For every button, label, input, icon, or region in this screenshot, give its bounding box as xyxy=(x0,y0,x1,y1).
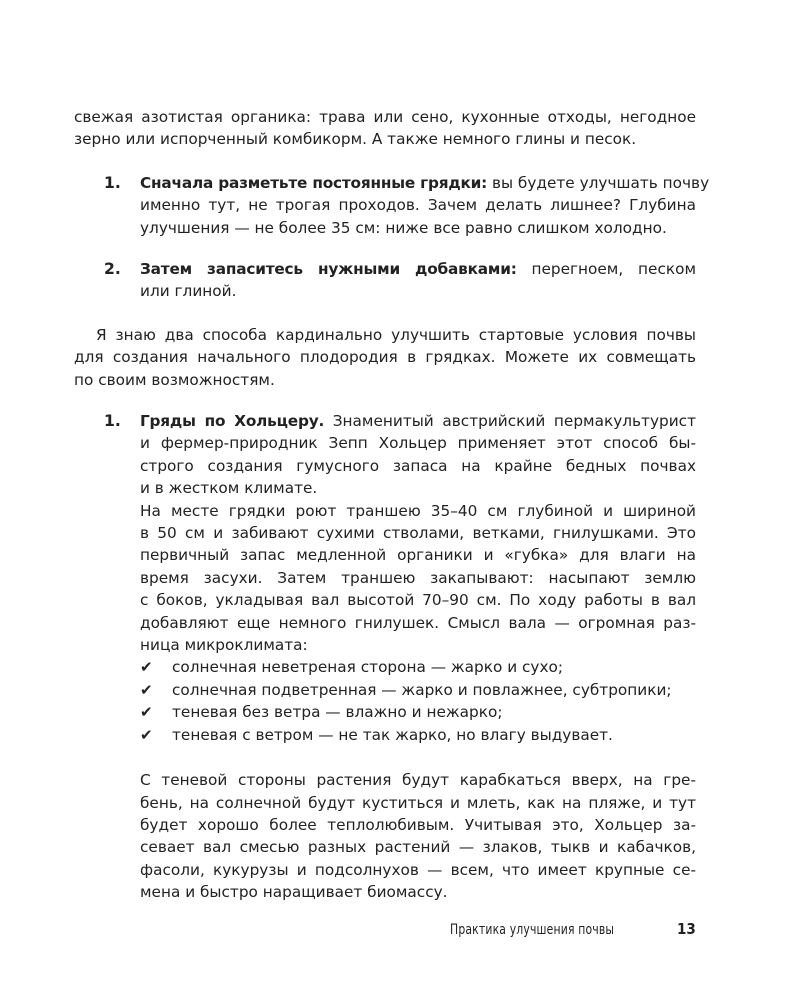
check-icon: ✔ xyxy=(140,680,153,699)
page-footer xyxy=(0,917,800,939)
bold-lead: Сначала разметьте постоянные грядки: xyxy=(140,174,488,192)
numbered-item xyxy=(74,172,710,239)
item-number: 2. xyxy=(104,260,121,278)
text-line: свежая азотистая органика: трава или сено, кухонные отходы, негодное xyxy=(74,108,696,126)
text-line: именно тут, не трогая проходов. Зачем делать лишнее? Глубина xyxy=(140,196,696,215)
closing-paragraph xyxy=(140,769,696,903)
item-number: 1. xyxy=(104,174,121,192)
check-icon: ✔ xyxy=(140,658,153,677)
text-line: добавляют еще немного гнилушек. Смысл вала — огромная раз- xyxy=(140,613,696,632)
text-line: Гряды по Хольцеру. Знаменитый австрийский пермакультурист xyxy=(140,412,696,430)
numbered-item-holzer xyxy=(74,410,696,904)
text-line: С теневой стороны растения будут карабкаться вверх, на гре- xyxy=(140,771,696,790)
text-line: первичный запас медленной органики и «губка» для влаги на xyxy=(140,546,696,565)
text-line: и фермер-природник Зепп Хольцер применяет этот способ бы- xyxy=(140,434,696,453)
text-line: время засухи. Затем траншею закапывают: насыпают землю xyxy=(140,568,696,587)
text-line: Я знаю два способа кардинально улучшить стартовые условия почвы xyxy=(96,326,696,344)
text-line: бень, на солнечной будут куститься и млеть, как на пляже, и тут xyxy=(140,793,696,812)
numbered-item xyxy=(74,258,696,303)
text-line: будет хорошо более теплолюбивым. Учитывая это, Хольцер за- xyxy=(140,815,696,834)
checklist-item: ✔ солнечная неветреная сторона — жарко и сухо; xyxy=(140,656,696,678)
text-line: строго создания гумусного запаса на крайне бедных почвах xyxy=(140,456,696,475)
item-number: 1. xyxy=(104,412,121,430)
check-icon: ✔ xyxy=(140,725,153,744)
text-line: На месте грядки роют траншею 35–40 см глубиной и шириной xyxy=(140,501,696,520)
text-line: Сначала разметьте постоянные грядки: вы будете улучшать почву xyxy=(140,174,710,192)
text-line: Затем запаситесь нужными добавками: перегноем, песком xyxy=(140,260,696,278)
text-line: в 50 см и забивают сухими стволами, ветками, гнилушками. Это xyxy=(140,524,696,543)
text-line: или глиной. xyxy=(140,282,237,301)
checklist-item: ✔ теневая с ветром — не так жарко, но влагу выдувает. xyxy=(140,724,696,746)
bold-lead: Гряды по Хольцеру. xyxy=(140,412,325,430)
text-line: ница микроклимата: xyxy=(140,636,308,655)
page-number: 13 xyxy=(677,920,696,938)
check-icon: ✔ xyxy=(140,703,153,722)
checklist-item: ✔ теневая без ветра — влажно и нежарко; xyxy=(140,701,696,723)
text-line: и в жестком климате. xyxy=(140,479,318,498)
running-footer-title: Практика улучшения почвы xyxy=(450,922,615,938)
bold-lead: Затем запаситесь нужными добавками: xyxy=(140,260,517,278)
text-line: зерно или испорченный комбикорм. А также немного глины и песок. xyxy=(74,130,637,149)
text-line: для создания начального плодородия в грядках. Можете их совмещать xyxy=(74,348,696,367)
checklist-item: ✔ солнечная подветренная — жарко и повлажнее, субтропики; xyxy=(140,679,696,701)
intro-paragraph xyxy=(74,106,696,151)
body-paragraph xyxy=(74,324,696,391)
text-line: по своим возможностям. xyxy=(74,370,275,389)
checklist xyxy=(140,656,696,746)
text-line: фасоли, кукурузы и подсолнухов — всем, что имеет крупные се- xyxy=(140,860,696,879)
text-line: севает вал смесью разных растений — злаков, тыкв и кабачков, xyxy=(140,838,696,857)
text-line: улучшения — не более 35 см: ниже все равно слишком холодно. xyxy=(140,218,667,237)
text-line: мена и быстро наращивает биомассу. xyxy=(140,883,448,902)
text-line: с боков, укладывая вал высотой 70–90 см. По ходу работы в вал xyxy=(140,591,696,610)
